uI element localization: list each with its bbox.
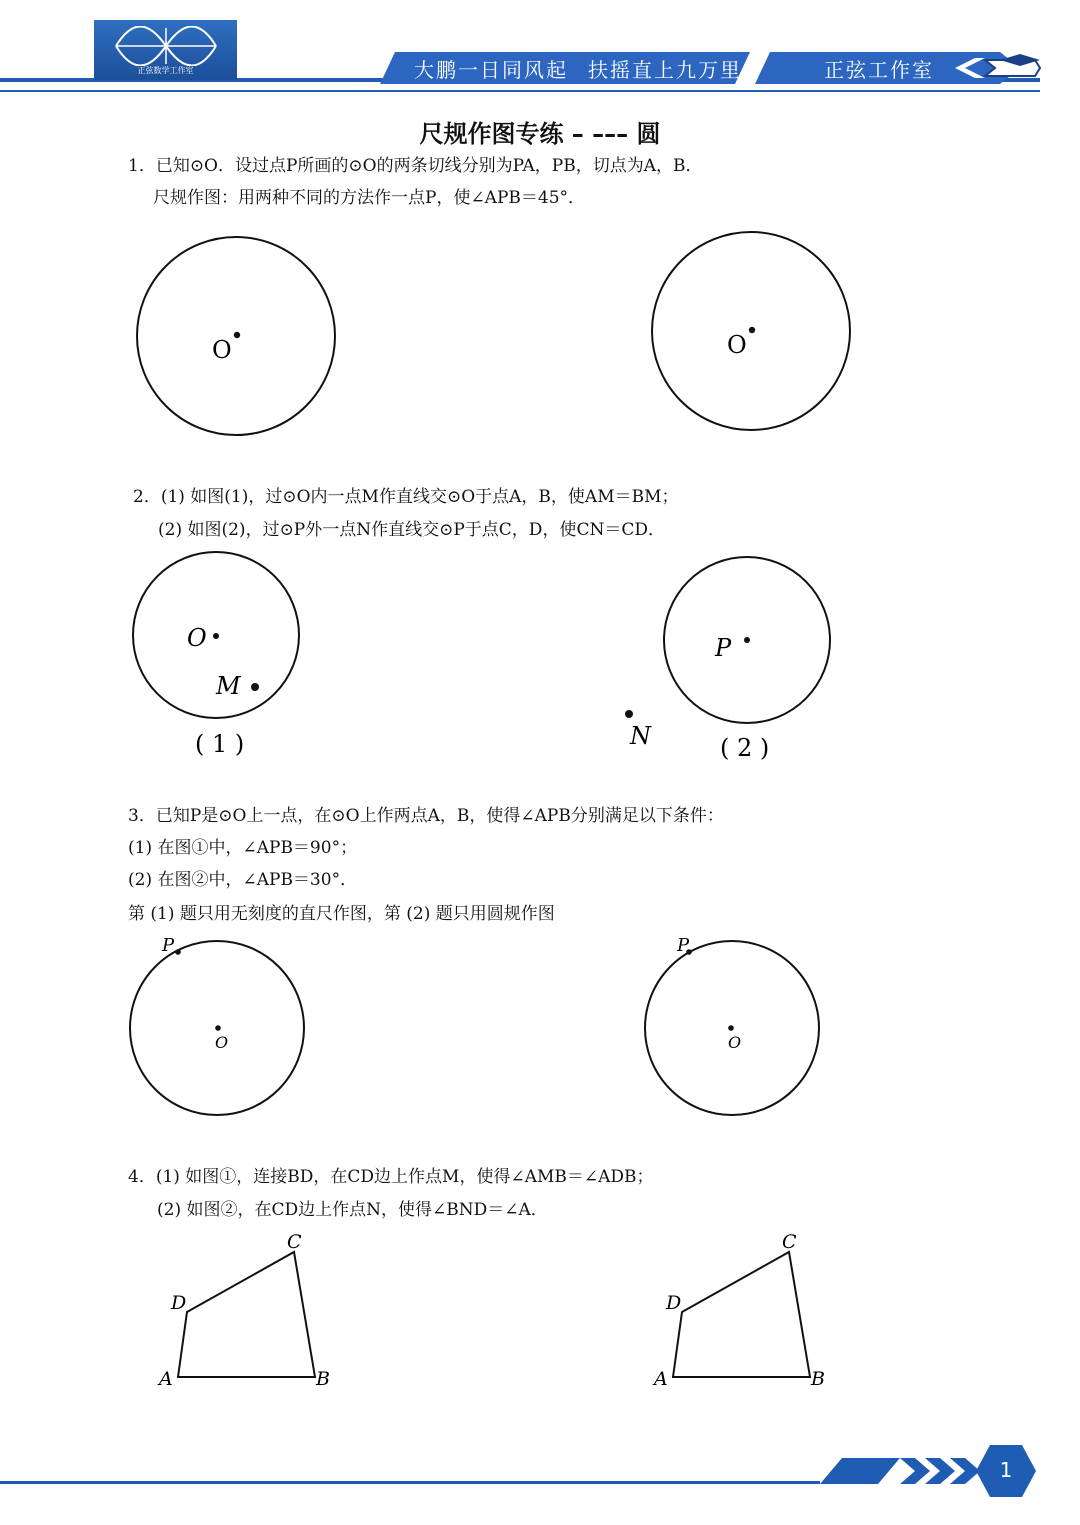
q2-figure-1: [125, 548, 315, 763]
q2-label-n: N: [630, 722, 651, 750]
q3-dot-o-1: [215, 1025, 221, 1031]
q4-label-b-1: B: [316, 1368, 330, 1390]
q4-quadrilateral-2: [673, 1252, 810, 1377]
q3-label-p-1: P: [162, 935, 175, 956]
logo: [94, 20, 237, 80]
q4-quadrilateral-1: [178, 1252, 315, 1377]
q3-label-o-1: O: [215, 1033, 229, 1052]
q2-dot-o: [213, 633, 219, 639]
q3-line4: 第 (1) 题只用无刻度的直尺作图，第 (2) 题只用圆规作图: [128, 904, 555, 924]
q2-line1: 2．(1) 如图(1)，过⊙O内一点M作直线交⊙O于点A，B，使AM＝BM；: [133, 487, 679, 507]
q1-line2: 尺规作图：用两种不同的方法作一点P，使∠APB＝45°．: [153, 188, 586, 208]
q2-dot-p: [744, 637, 750, 643]
studio-name: 正弦工作室: [824, 58, 934, 82]
q2-caption-1: ( 1 ): [195, 730, 245, 758]
q3-dot-p-1: [175, 949, 181, 955]
q2-figure-2: [600, 550, 850, 770]
q2-label-o: O: [187, 624, 207, 652]
q2-label-p: P: [715, 634, 732, 662]
q4-line2: (2) 如图②，在CD边上作点N，使得∠BND＝∠A．: [157, 1200, 548, 1220]
q4-label-d-1: D: [171, 1292, 187, 1314]
q2-caption-2: ( 2 ): [720, 734, 770, 762]
slogan-left: 大鹏一日同风起: [414, 58, 568, 82]
q3-line3: (2) 在图②中，∠APB＝30°．: [128, 870, 358, 890]
q3-label-o-2: O: [728, 1033, 742, 1052]
q1-line1: 1．已知⊙O．设过点P所画的⊙O的两条切线分别为PA，PB，切点为A，B．: [128, 156, 703, 176]
q2-line2: (2) 如图(2)，过⊙P外一点N作直线交⊙P于点C，D，使CN＝CD．: [158, 520, 665, 540]
page-number: 1: [999, 1458, 1013, 1482]
slogan-right: 扶摇直上九万里: [588, 58, 742, 82]
q1-center-dot-2: [749, 327, 755, 333]
q4-label-d-2: D: [666, 1292, 682, 1314]
page-title: 尺规作图专练 – ––– 圆: [419, 120, 661, 148]
q3-line1: 3．已知P是⊙O上一点，在⊙O上作两点A，B，使得∠APB分别满足以下条件：: [128, 806, 724, 826]
q3-label-p-2: P: [677, 935, 690, 956]
q4-label-a-2: A: [654, 1368, 668, 1390]
q4-label-c-1: C: [287, 1231, 302, 1253]
q1-label-o-1: O: [212, 336, 232, 364]
q1-figure-right: [645, 225, 860, 440]
q4-label-a-1: A: [159, 1368, 173, 1390]
q4-label-b-2: B: [811, 1368, 825, 1390]
q3-line2: (1) 在图①中，∠APB＝90°；: [128, 838, 358, 858]
q4-figure-2: [645, 1225, 845, 1395]
q1-label-o-2: O: [727, 331, 747, 359]
logo-caption: 正弦数学工作室: [137, 66, 194, 75]
q4-line1: 4．(1) 如图①，连接BD，在CD边上作点M，使得∠AMB＝∠ADB；: [128, 1167, 654, 1187]
chevron-right-icon: [900, 1458, 930, 1484]
q3-figure-1: [125, 932, 315, 1117]
q2-label-m: M: [216, 672, 241, 700]
logo-sine-icon: [112, 26, 220, 66]
footer-bar: [0, 1440, 1080, 1510]
q4-figure-1: [150, 1225, 350, 1395]
q3-figure-2: [640, 932, 830, 1117]
q1-center-dot-1: [234, 332, 240, 338]
q3-dot-o-2: [728, 1025, 734, 1031]
q2-dot-n: [625, 710, 633, 718]
q2-dot-m: [251, 683, 259, 691]
q4-label-c-2: C: [782, 1231, 797, 1253]
q1-figure-left: [130, 230, 345, 445]
